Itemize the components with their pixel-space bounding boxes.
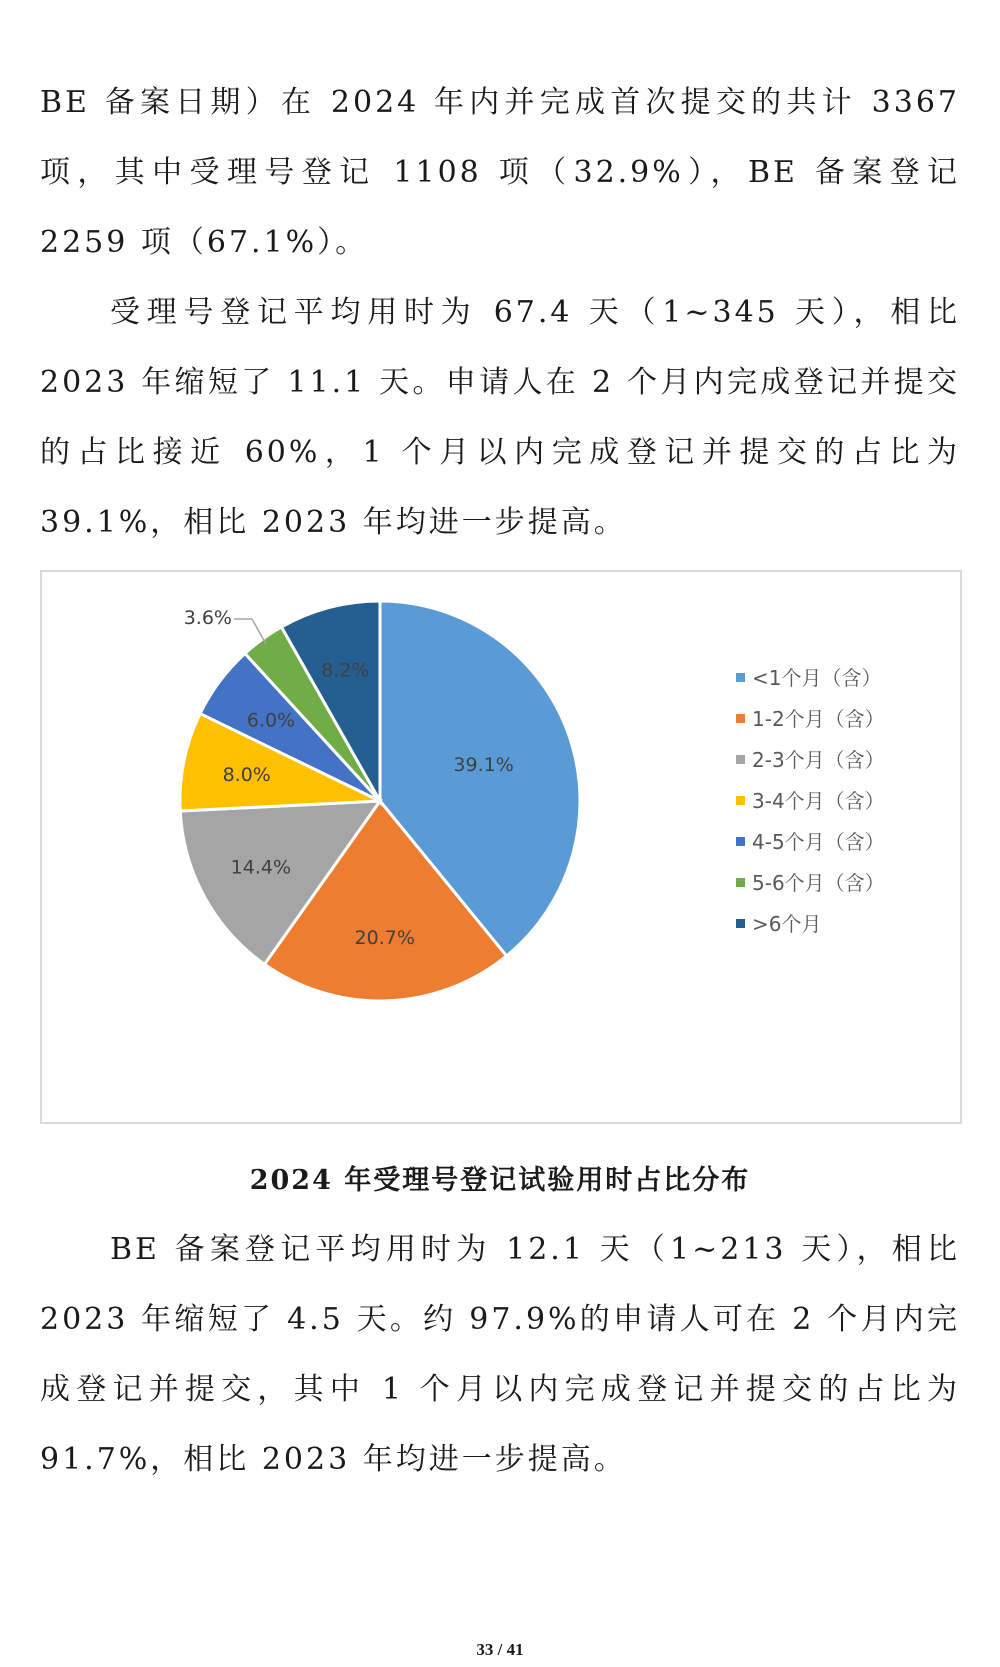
- legend-swatch-1: [736, 673, 745, 682]
- paragraph-2: 受理号登记平均用时为 67.4 天（1~345 天），相比 2023 年缩短了 11.1 天。申请人在 2 个月内完成登记并提交的占比接近 60%，1 个月以内完成登记并提交的占比为 39.1%，相比 2023 年均进一步提高。: [40, 295, 960, 540]
- figure-caption: 2024 年受理号登记试验用时占比分布: [249, 1165, 751, 1196]
- legend-label-3: 2-3个月（含）: [752, 748, 885, 772]
- legend-label-2: 1-2个月（含）: [752, 707, 885, 731]
- legend-label-7: >6个月: [752, 912, 822, 936]
- legend-swatch-5: [736, 837, 745, 846]
- pie-slice-label-2: 20.7%: [354, 926, 415, 949]
- pie-slice-label-6: 3.6%: [183, 607, 232, 629]
- legend-swatch-4: [736, 796, 745, 805]
- pie-slice-label-4: 8.0%: [222, 763, 271, 786]
- legend-swatch-6: [736, 878, 745, 887]
- legend-label-6: 5-6个月（含）: [752, 871, 885, 895]
- paragraph-1: BE 备案日期）在 2024 年内并完成首次提交的共计 3367 项，其中受理号登记 1108 项（32.9%），BE 备案登记 2259 项（67.1%）。: [40, 85, 960, 260]
- pie-slice-label-5: 6.0%: [246, 709, 296, 732]
- legend-swatch-7: [736, 919, 745, 928]
- chart-frame: [40, 570, 962, 1124]
- legend-label-4: 3-4个月（含）: [752, 789, 885, 813]
- pie-slice-label-7: 8.2%: [321, 659, 370, 682]
- legend-swatch-2: [736, 714, 745, 723]
- pie-slice-label-1: 39.1%: [453, 754, 514, 777]
- pie-slice-label-3: 14.4%: [230, 856, 292, 879]
- page-number: 33 / 41: [476, 1640, 524, 1659]
- legend-label-5: 4-5个月（含）: [752, 830, 885, 854]
- legend-label-1: <1个月（含）: [752, 666, 882, 690]
- legend-swatch-3: [736, 755, 745, 764]
- pie-chart: [42, 572, 960, 1122]
- paragraph-3: BE 备案登记平均用时为 12.1 天（1~213 天），相比 2023 年缩短了 4.5 天。约 97.9%的申请人可在 2 个月内完成登记并提交，其中 1 个月以内完成登记并提交的占比为 91.7%，相比 2023 年均进一步提高。: [40, 1232, 960, 1477]
